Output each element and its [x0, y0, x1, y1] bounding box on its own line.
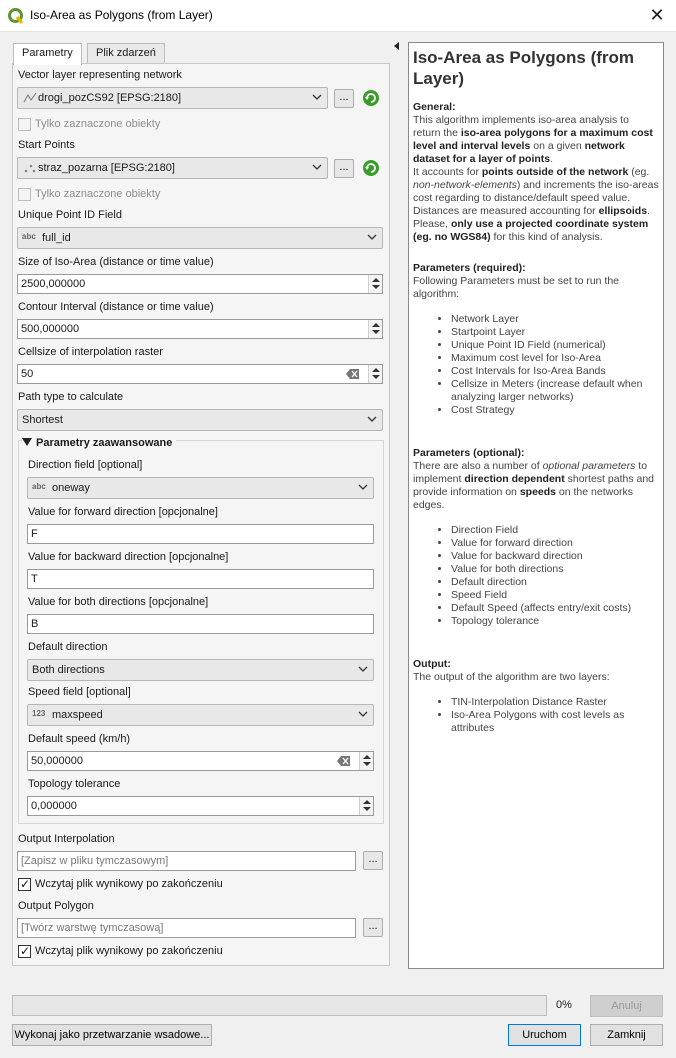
list-item: • Unique Point ID Field (numerical) — [451, 339, 659, 352]
list-item: • TIN-Interpolation Distance Raster — [451, 696, 659, 709]
help-general-text-2: It accounts for points outside of the network (eg. non-network-elements) and increments the iso-areas cost regarding to distance/default speed value. Distances are measured accounting for ellipsoids. — [413, 166, 659, 217]
list-item: • Startpoint Layer — [451, 326, 659, 339]
checkmark-icon: ✓ — [20, 944, 31, 958]
list-item: • Topology tolerance — [451, 615, 659, 628]
default-speed-spinner[interactable] — [359, 752, 373, 770]
start-points-value: straz_pozarna [EPSG:2180] — [38, 162, 175, 174]
help-optional-intro: There are also a number of optional parameters to implement direction dependent shortest paths and provide information on speeds on the networks edges. — [413, 460, 655, 511]
path-type-combo[interactable] — [17, 409, 383, 431]
cellsize-spinner[interactable] — [368, 365, 382, 383]
forward-value: F — [31, 528, 38, 540]
speed-field-value: maxspeed — [52, 709, 103, 721]
cancel-button[interactable]: Anuluj — [590, 995, 663, 1017]
tab-parameters[interactable]: Parametry — [13, 43, 82, 65]
window-title: Iso-Area as Polygons (from Layer) — [30, 8, 213, 22]
default-speed-value: 50,000000 — [31, 755, 83, 767]
topology-input[interactable] — [27, 796, 374, 816]
list-item: • Cost Strategy — [451, 404, 659, 417]
start-selected-only-checkbox[interactable] — [18, 188, 31, 201]
speed-field-label: Speed field [optional] — [28, 686, 131, 698]
progress-bar — [12, 995, 547, 1016]
topology-label: Topology tolerance — [28, 778, 121, 790]
network-layer-value: drogi_pozCS92 [EPSG:2180] — [38, 92, 182, 104]
list-item: • Speed Field — [451, 589, 659, 602]
text-field-icon: abc — [22, 232, 36, 241]
network-layer-combo[interactable] — [17, 87, 328, 109]
cellsize-value: 50 — [21, 368, 34, 380]
size-input[interactable] — [17, 274, 383, 294]
output-polygon-placeholder: [Twórz warstwę tymczasową] — [21, 922, 164, 934]
list-item: • Iso-Area Polygons with cost levels as attributes — [451, 709, 659, 735]
clear-icon[interactable] — [346, 368, 360, 380]
network-selected-only-checkbox[interactable] — [18, 118, 31, 131]
output-polygon-browse-button[interactable]: ... — [363, 918, 383, 937]
help-general-text: This algorithm implements iso-area analysis to return the iso-area polygons for a maximum cost level and interval levels on a given network dataset for a layer of points. — [413, 114, 653, 165]
list-item: • Network Layer — [451, 313, 659, 326]
close-icon[interactable]: ✕ — [649, 5, 665, 25]
list-item: • Default Speed (affects entry/exit costs) — [451, 602, 659, 615]
topology-spinner[interactable] — [359, 797, 373, 815]
chevron-down-icon — [366, 231, 378, 243]
start-selected-only-label: Tylko zaznaczone obiekty — [35, 188, 161, 200]
default-direction-combo[interactable] — [27, 659, 374, 681]
default-speed-input[interactable] — [27, 751, 374, 771]
help-required-list — [413, 313, 659, 417]
help-general-heading: General: — [413, 101, 456, 113]
checkmark-icon: ✓ — [20, 877, 31, 891]
clear-icon[interactable] — [337, 755, 351, 767]
output-interpolation-input[interactable] — [17, 851, 356, 871]
help-title: Iso-Area as Polygons (from Layer) — [413, 48, 635, 88]
open-polygon-checkbox[interactable] — [18, 945, 31, 958]
list-item: • Value for both directions — [451, 563, 659, 576]
help-output-intro: The output of the algorithm are two layers: — [413, 671, 610, 683]
contour-value: 500,000000 — [21, 323, 80, 335]
numeric-field-icon: 123 — [32, 709, 46, 718]
list-item: • Direction Field — [451, 524, 659, 537]
path-type-value: Shortest — [22, 414, 63, 426]
id-field-label: Unique Point ID Field — [18, 209, 122, 221]
point-layer-icon — [23, 162, 37, 174]
help-required-heading: Parameters (required): — [413, 262, 526, 274]
text-field-icon: abc — [32, 482, 46, 491]
backward-input[interactable] — [27, 569, 374, 589]
advanced-title: Parametry zaawansowane — [36, 437, 173, 449]
batch-process-button[interactable]: Wykonaj jako przetwarzanie wsadowe... — [12, 1024, 212, 1046]
start-points-combo[interactable] — [17, 157, 328, 179]
output-interpolation-browse-button[interactable]: ... — [363, 851, 383, 870]
iterate-icon[interactable] — [361, 158, 381, 178]
topology-value: 0,000000 — [31, 800, 77, 812]
size-value: 2500,000000 — [21, 278, 86, 290]
chevron-down-icon — [357, 663, 369, 675]
direction-field-value: oneway — [52, 482, 90, 494]
open-interpolation-label: Wczytaj plik wynikowy po zakończeniu — [35, 878, 223, 890]
list-item: • Cellsize in Meters (increase default when analyzing larger networks) — [451, 378, 659, 404]
contour-label: Contour Interval (distance or time value) — [18, 301, 214, 313]
backward-value: T — [31, 573, 38, 585]
open-polygon-label: Wczytaj plik wynikowy po zakończeniu — [35, 945, 223, 957]
list-item: • Default direction — [451, 576, 659, 589]
network-browse-button[interactable]: ... — [334, 89, 354, 108]
size-spinner[interactable] — [368, 275, 382, 293]
both-label: Value for both directions [opcjonalne] — [28, 596, 209, 608]
help-required-intro: Following Parameters must be set to run the algorithm: — [413, 275, 620, 300]
cellsize-input[interactable] — [17, 364, 383, 384]
forward-label: Value for forward direction [opcjonalne] — [28, 506, 218, 518]
backward-label: Value for backward direction [opcjonalne] — [28, 551, 229, 563]
list-item: • Maximum cost level for Iso-Area — [451, 352, 659, 365]
chevron-down-icon — [366, 413, 378, 425]
output-interpolation-placeholder: [Zapisz w pliku tymczasowym] — [21, 855, 169, 867]
title-bar — [0, 0, 676, 32]
output-interpolation-label: Output Interpolation — [18, 833, 115, 845]
cellsize-label: Cellsize of interpolation raster — [18, 346, 163, 358]
close-button[interactable]: Zamknij — [590, 1024, 663, 1046]
help-panel — [408, 42, 664, 969]
direction-field-combo[interactable] — [27, 477, 374, 499]
size-label: Size of Iso-Area (distance or time value) — [18, 256, 214, 268]
default-speed-label: Default speed (km/h) — [28, 733, 131, 745]
id-field-value: full_id — [42, 232, 71, 244]
speed-field-combo[interactable] — [27, 704, 374, 726]
run-button[interactable]: Uruchom — [508, 1024, 581, 1046]
help-output-list — [413, 696, 659, 735]
help-optional-list — [413, 524, 659, 628]
help-general-text-3: Please, only use a projected coordinate system (eg. no WGS84) for this kind of analysis. — [413, 218, 649, 243]
output-polygon-input[interactable] — [17, 918, 356, 938]
network-selected-only-label: Tylko zaznaczone obiekty — [35, 118, 161, 130]
contour-input[interactable] — [17, 319, 383, 339]
progress-percent: 0% — [556, 999, 572, 1011]
help-optional-heading: Parameters (optional): — [413, 447, 525, 459]
chevron-down-icon — [357, 481, 369, 493]
id-field-combo[interactable] — [17, 227, 383, 249]
default-direction-label: Default direction — [28, 641, 108, 653]
open-interpolation-checkbox[interactable] — [18, 878, 31, 891]
default-direction-value: Both directions — [32, 664, 105, 676]
list-item: • Cost Intervals for Iso-Area Bands — [451, 365, 659, 378]
output-polygon-label: Output Polygon — [18, 900, 94, 912]
iterate-icon[interactable] — [361, 88, 381, 108]
network-label: Vector layer representing network — [18, 69, 182, 81]
list-item: • Value for forward direction — [451, 537, 659, 550]
both-input[interactable] — [27, 614, 374, 634]
collapse-help-icon[interactable] — [394, 42, 399, 50]
qgis-logo-icon — [8, 8, 24, 24]
start-points-label: Start Points — [18, 139, 75, 151]
triangle-down-icon — [22, 438, 32, 446]
chevron-down-icon — [311, 91, 323, 103]
both-value: B — [31, 618, 39, 630]
start-points-browse-button[interactable]: ... — [334, 159, 354, 178]
chevron-down-icon — [357, 708, 369, 720]
direction-field-label: Direction field [optional] — [28, 459, 143, 471]
line-layer-icon — [23, 92, 37, 104]
path-type-label: Path type to calculate — [18, 391, 124, 403]
forward-input[interactable] — [27, 524, 374, 544]
advanced-toggle[interactable] — [22, 437, 176, 449]
chevron-down-icon — [311, 161, 323, 173]
list-item: • Value for backward direction — [451, 550, 659, 563]
help-output-heading: Output: — [413, 658, 451, 670]
contour-spinner[interactable] — [368, 320, 382, 338]
tab-log[interactable]: Plik zdarzeń — [87, 43, 165, 64]
